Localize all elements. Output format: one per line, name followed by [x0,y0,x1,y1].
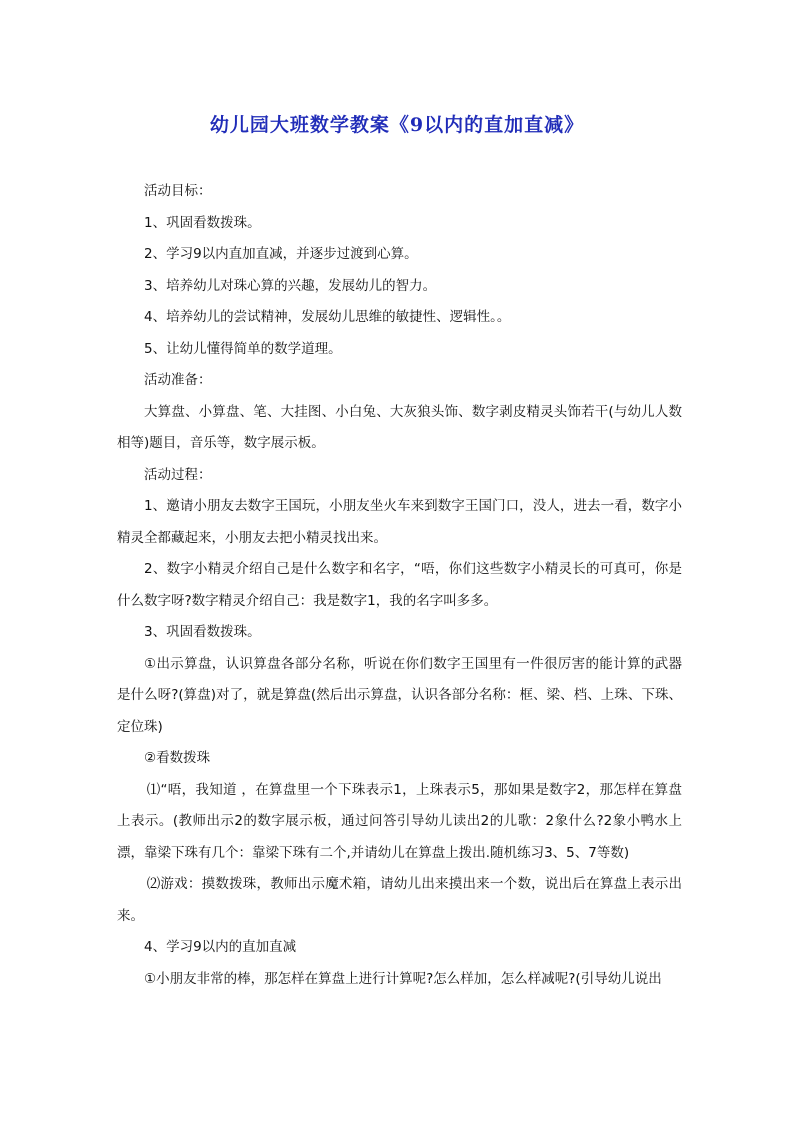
paragraph: ⑴“唔，我知道 ，在算盘里一个下珠表示1，上珠表示5，那如果是数字2，那怎样在算盘上表示。(教师出示2的数字展示板，通过问答引导幼儿读出2的儿歌：2象什么?2象小鸭水上漂，靠梁下珠有几个：靠梁下珠有二个,并请幼儿在算盘上拨出.随机练习3、5、7等数) [117,781,682,861]
paragraph: 2、学习9以内直加直减，并逐步过渡到心算。 [144,246,418,262]
paragraph: 5、让幼儿懂得简单的数学道理。 [144,340,342,357]
paragraph: 4、学习9以内的直加直减 [144,939,297,955]
paragraph: 4、培养幼儿的尝试精神，发展幼儿思维的敏捷性、逻辑性。。 [144,309,511,325]
paragraph: 1、邀请小朋友去数字王国玩，小朋友坐火车来到数字王国门口，没人，进去一看，数字小精灵全都藏起来，小朋友去把小精灵找出来。 [117,498,682,546]
paragraph: ⑵游戏：摸数拨珠，教师出示魔术箱，请幼儿出来摸出来一个数，说出后在算盘上表示出来。 [117,876,682,924]
paragraph: 活动过程： [144,466,212,483]
paragraph: 1、巩固看数拨珠。 [144,214,261,231]
paragraph: 活动准备： [144,372,212,388]
document-title: 幼儿园大班数学教案《9以内的直加直减》 [209,114,585,136]
paragraph: 大算盘、小算盘、笔、大挂图、小白兔、大灰狼头饰、数字剥皮精灵头饰若干(与幼儿人数相等)题目，音乐等，数字展示板。 [117,403,682,451]
paragraph: 3、培养幼儿对珠心算的兴趣，发展幼儿的智力。 [144,277,437,294]
paragraph: 2、数字小精灵介绍自己是什么数字和名字，“唔，你们这些数字小精灵长的可真可，你是什么数字呀?数字精灵介绍自己：我是数字1，我的名字叫多多。 [117,561,682,609]
document-body [117,176,682,995]
paragraph: ①小朋友非常的棒，那怎样在算盘上进行计算呢?怎么样加，怎么样减呢?(引导幼儿说出 [144,970,662,987]
paragraph: ②看数拨珠 [144,750,211,766]
paragraph: ①出示算盘，认识算盘各部分名称，听说在你们数字王国里有一件很厉害的能计算的武器是什么呀?(算盘)对了，就是算盘(然后出示算盘，认识各部分名称：框、梁、档、上珠、下珠、定位珠) [117,655,682,735]
paragraph: 活动目标： [144,183,212,199]
paragraph: 3、巩固看数拨珠。 [144,624,261,640]
